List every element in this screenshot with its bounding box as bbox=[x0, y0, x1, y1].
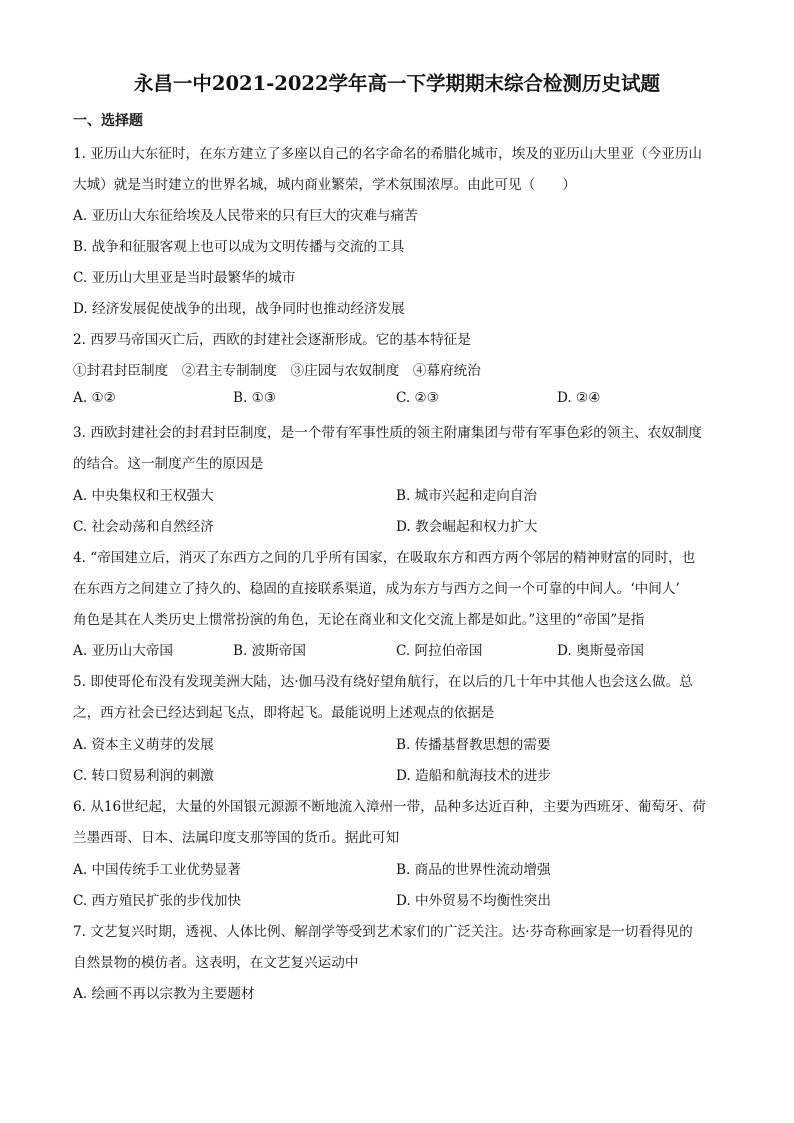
question-3-line-2: 的结合。这一制度产生的原因是 bbox=[73, 456, 264, 472]
question-4-option-b: B. 波斯帝国 bbox=[233, 643, 307, 659]
question-1-option-c: C. 亚历山大里亚是当时最繁华的城市 bbox=[73, 270, 296, 286]
question-4-option-c: C. 阿拉伯帝国 bbox=[396, 643, 483, 659]
question-1-option-d: D. 经济发展促使战争的出现，战争同时也推动经济发展 bbox=[73, 301, 405, 317]
question-5-option-b: B. 传播基督教思想的需要 bbox=[396, 737, 551, 753]
question-1-option-b: B. 战争和征服客观上也可以成为文明传播与交流的工具 bbox=[73, 239, 405, 255]
question-6-option-d: D. 中外贸易不均衡性突出 bbox=[396, 893, 551, 909]
question-7-option-a: A. 绘画不再以宗教为主要题材 bbox=[73, 986, 255, 1002]
question-4-option-d: D. 奥斯曼帝国 bbox=[557, 643, 645, 659]
question-2-option-b: B. ①③ bbox=[233, 390, 277, 406]
question-6-option-b: B. 商品的世界性流动增强 bbox=[396, 862, 551, 878]
question-3-line-1: 3. 西欧封建社会的封君封臣制度，是一个带有军事性质的领主附庸集团与带有军事色彩的领主、农奴制度 bbox=[73, 425, 703, 441]
question-4-line-3: 角色是其在人类历史上惯常扮演的角色，无论在商业和文化交流上都是如此。”这里的“帝国”是指 bbox=[73, 612, 645, 628]
question-1-line-1: 1. 亚历山大东征时，在东方建立了多座以自己的名字命名的希腊化城市，埃及的亚历山大里亚（今亚历山 bbox=[73, 146, 703, 162]
question-2-option-d: D. ②④ bbox=[557, 390, 601, 406]
question-4-line-2: 在东西方之间建立了持久的、稳固的直接联系渠道，成为东方与西方之间一个可靠的中间人。‘中间人’ bbox=[73, 581, 680, 597]
question-2-line-2: ①封君封臣制度 ②君主专制制度 ③庄园与农奴制度 ④幕府统治 bbox=[73, 363, 481, 379]
question-1-option-a: A. 亚历山大东征给埃及人民带来的只有巨大的灾难与痛苦 bbox=[73, 208, 418, 224]
question-7-line-2: 自然景物的模仿者。这表明，在文艺复兴运动中 bbox=[73, 955, 359, 971]
question-1-line-2: 大城）就是当时建立的世界名城，城内商业繁荣，学术氛围浓厚。由此可见（ ） bbox=[73, 177, 576, 193]
question-5-option-c: C. 转口贸易利润的刺激 bbox=[73, 768, 214, 784]
page-title: 永昌一中2021-2022学年高一下学期期末综合检测历史试题 bbox=[133, 72, 661, 95]
question-3-option-a: A. 中央集权和王权强大 bbox=[73, 488, 214, 504]
question-6-line-2: 兰墨西哥、日本、法属印度支那等国的货币。据此可知 bbox=[73, 830, 400, 846]
question-5-line-1: 5. 即使哥伦布没有发现美洲大陆，达·伽马没有绕好望角航行，在以后的几十年中其他人也会这么做。总 bbox=[73, 674, 693, 690]
question-2-line-1: 2. 西罗马帝国灭亡后，西欧的封建社会逐渐形成。它的基本特征是 bbox=[73, 332, 471, 348]
question-6-line-1: 6. 从16世纪起，大量的外国银元源源不断地流入漳州一带，品种多达近百种，主要为西班牙、葡萄牙、荷 bbox=[73, 799, 706, 815]
question-3-option-b: B. 城市兴起和走向自治 bbox=[396, 488, 537, 504]
question-4-option-a: A. 亚历山大帝国 bbox=[73, 643, 174, 659]
question-7-line-1: 7. 文艺复兴时期，透视、人体比例、解剖学等受到艺术家们的广泛关注。达·芬奇称画家是一切看得见的 bbox=[73, 924, 693, 940]
section-heading: 一、选择题 bbox=[73, 113, 143, 129]
question-3-option-d: D. 教会崛起和权力扩大 bbox=[396, 519, 538, 535]
question-6-option-a: A. 中国传统手工业优势显著 bbox=[73, 862, 241, 878]
question-2-option-c: C. ②③ bbox=[396, 390, 439, 406]
question-4-line-1: 4. “帝国建立后，消灭了东西方之间的几乎所有国家，在吸取东方和西方两个邻居的精神财富的同时，也 bbox=[73, 550, 696, 566]
question-2-option-a: A. ①② bbox=[73, 390, 116, 406]
question-5-option-d: D. 造船和航海技术的进步 bbox=[396, 768, 551, 784]
question-5-option-a: A. 资本主义萌芽的发展 bbox=[73, 737, 214, 753]
question-6-option-c: C. 西方殖民扩张的步伐加快 bbox=[73, 893, 242, 909]
question-3-option-c: C. 社会动荡和自然经济 bbox=[73, 519, 214, 535]
question-5-line-2: 之，西方社会已经达到起飞点，即将起飞。最能说明上述观点的依据是 bbox=[73, 705, 495, 721]
